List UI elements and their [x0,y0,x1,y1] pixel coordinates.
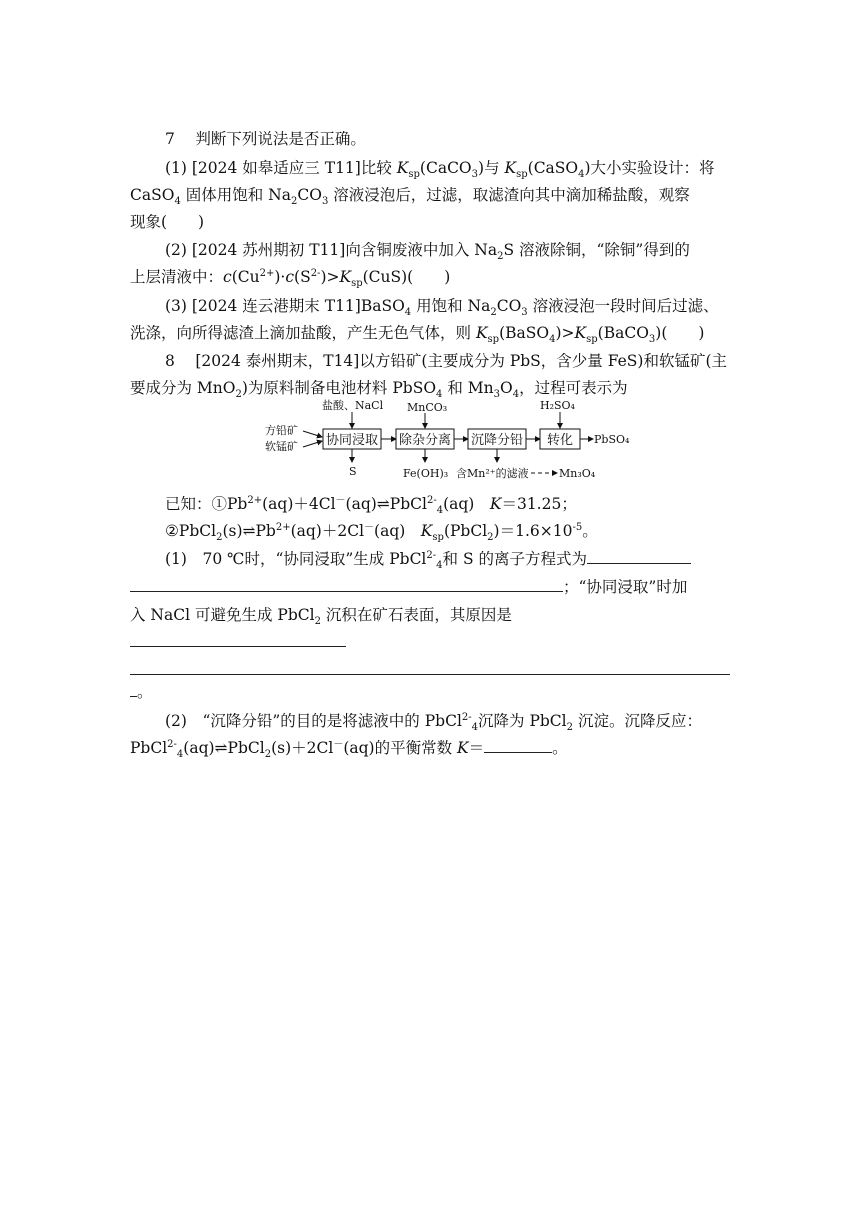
q8-number: 8 [165,352,175,370]
q8-part2-line1: (2) “沉降分铅”的目的是将滤液中的 PbCl$^{2-}_4$沉降为 PbCl$_2$ 沉淀。沉降反应： [165,711,702,734]
q7-item1-line3: 现象( ) [130,213,205,231]
input-galena-label: 方铅矿 [265,424,298,437]
process-flowchart-svg [265,398,635,484]
q8-stem-line2: 要成分为 MnO$_2$)为原料制备电池材料 PbSO$_4$ 和 $Mn_3O_4$，过程可表示为 [130,379,628,401]
input-arrow-2 [303,441,322,447]
q7-item1-line1: (1) [2024 如皋适应三 T11]比较 $K_{sp}(CaCO_3)$与 $K_{sp}(CaSO_4)$大小实验设计：将 [165,159,715,181]
q8-part1-line2: ；“协同浸取”时加 [130,576,687,598]
reagent-label-1: 盐酸、NaCl [322,399,384,412]
output-label-2: Fe(OH)₃ [403,467,449,480]
output-label-1: S [349,465,357,478]
reagent-label-2: MnCO₃ [407,401,448,414]
byproduct-label: Mn₃O₄ [559,467,596,480]
answer-blank-3[interactable] [484,737,552,753]
step-label-3: 沉降分铅 [470,433,524,448]
step-label-2: 除杂分离 [398,433,452,448]
q7-item2-line1: (2) [2024 苏州期初 T11]向含铜废液中加入 $Na_2S$ 溶液除铜，“除铜”得到的 [165,241,690,263]
output-label-3: 含Mn²⁺的滤液 [456,467,529,480]
q7-item2-line2: 上层清液中：$c(Cu^{2+})\cdot c(S^{2-})>K_{sp}(CuS)$( ) [130,267,451,290]
q7-item3-line1: (3) [2024 连云港期末 T11]BaSO$_4$ 用饱和 $Na_2CO_3$ 溶液浸泡一段时间后过滤、 [165,297,719,319]
q8-stem-line1: 8 [2024 泰州期末，T14]以方铅矿(主要成分为 PbS，含少量 FeS)和软锰矿(主 [165,352,728,370]
answer-blank-2-tail[interactable] [130,681,137,697]
input-arrow-1 [303,431,322,437]
step-label-1: 协同浸取 [325,433,379,448]
step-label-4: 转化 [546,433,574,448]
answer-blank-1-cont[interactable] [130,576,563,592]
q8-part2-line2: PbCl$^{2-}_4$(aq)⇌PbCl$_2$(s)＋2Cl－(aq)的平衡常数 K＝ 。 [130,738,568,761]
q8-part1-line3: 入 NaCl 可避免生成 PbCl$_2$ 沉积在矿石表面，其原因是 [130,606,512,628]
answer-blank-1[interactable] [587,548,691,564]
known-condition-1: 已知：$①Pb^{2+}(aq)+4Cl^-(aq)\rightleftharpoons PbCl^{2-}_4(aq)$ K＝31.25； [165,494,577,517]
input-pyrolusite-label: 软锰矿 [265,440,298,453]
q7-item3-line2: 洗涤，向所得滤渣上滴加盐酸，产生无色气体，则 $K_{sp}(BaSO_4)>K_{sp}(BaCO_3)$( ) [130,324,705,346]
q8-part1-line1: (1) 70 ℃时，“协同浸取”生成 PbCl$^{2-}_4$和 S 的离子方程式为 [165,548,691,570]
answer-blank-2-cont[interactable] [130,674,730,675]
q7-item1-line2: CaSO$_4$ 固体用饱和 $Na_2CO_3$ 溶液浸泡后，过滤，取滤渣向其中滴加稀盐酸，观察 [130,186,690,208]
q7-stem [165,128,366,150]
q8-part1-end: 。 [130,681,153,703]
q7-number: 7 [165,130,175,148]
process-flowchart [265,398,635,484]
known-condition-2: $②PbCl_2(s)\rightleftharpoons Pb^{2+}(aq)+2Cl^-(aq)$ $K_{sp}(PbCl_2)=1.6\times 10^{-5}$。 [165,521,598,544]
q7-stem-text: 判断下列说法是否正确。 [195,130,366,148]
answer-blank-2[interactable] [130,646,346,647]
reagent-label-3: H₂SO₄ [540,399,575,412]
product-label: PbSO₄ [594,433,630,446]
